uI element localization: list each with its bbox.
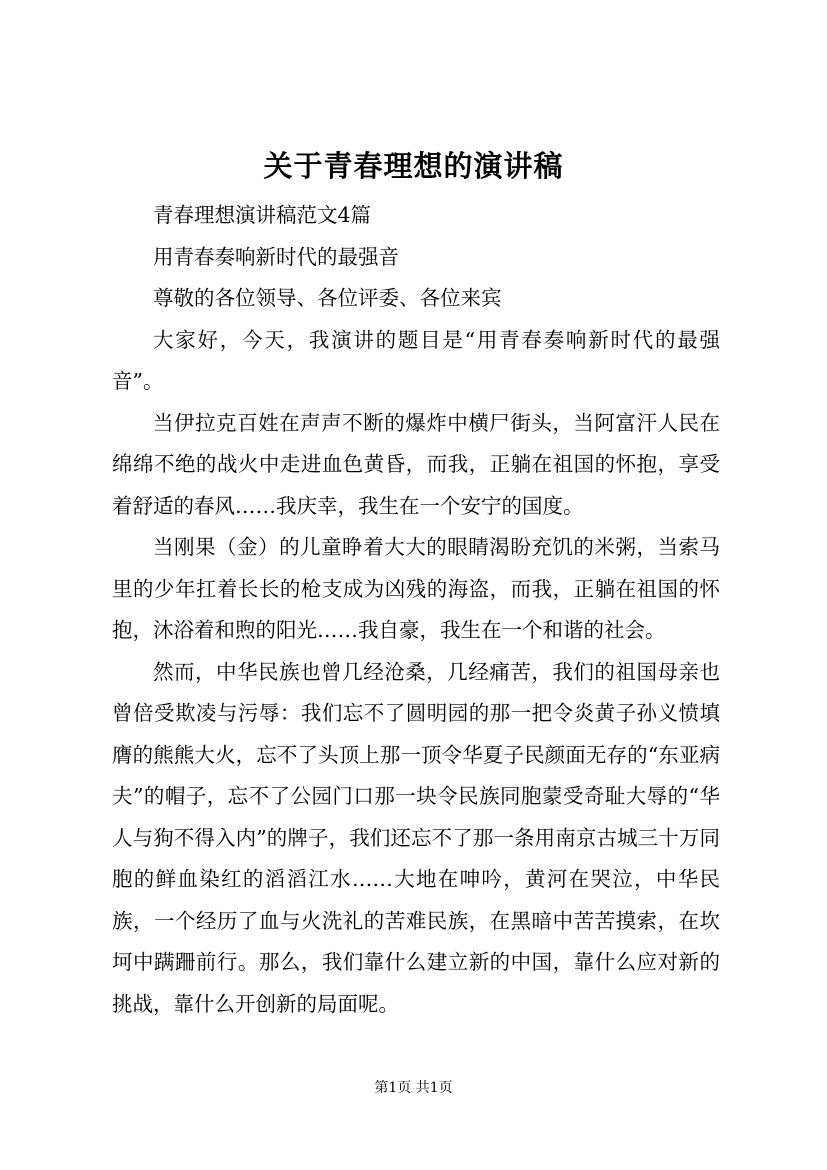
- page-footer: [0, 1078, 827, 1098]
- page-number-label: 第1页 共1页: [374, 1080, 453, 1096]
- document-body: [112, 195, 720, 1025]
- paragraph-body-3: 然而，中华民族也曾几经沧桑，几经痛苦，我们的祖国母亲也曾倍受欺凌与污辱：我们忘不了圆明园的那一把令炎黄子孙义愤填膺的熊熊大火，忘不了头顶上那一顶令华夏子民颜面无存的“东亚病夫”的帽子，忘不了公园门口那一块令民族同胞蒙受奇耻大辱的“华人与狗不得入内”的牌子，我们还忘不了那一条用南京古城三十万同胞的鲜血染红的滔滔江水……大地在呻吟，黄河在哭泣，中华民族，一个经历了血与火洗礼的苦难民族，在黑暗中苦苦摸索，在坎坷中蹒跚前行。那么，我们靠什么建立新的中国，靠什么应对新的挑战，靠什么开创新的局面呢。: [112, 659, 720, 1016]
- paragraph-body-2: 当刚果（金）的儿童睁着大大的眼睛渴盼充饥的米粥，当索马里的少年扛着长长的枪支成为凶残的海盗，而我，正躺在祖国的怀抱，沐浴着和煦的阳光……我自豪，我生在一个和谐的社会。: [112, 535, 720, 642]
- paragraph-subtitle: 青春理想演讲稿范文4篇: [153, 203, 372, 227]
- document-title: 关于青春理想的演讲稿: [263, 149, 564, 183]
- paragraph-salutation: 尊敬的各位领导、各位评委、各位来宾: [153, 286, 502, 310]
- paragraph-speech-title: 用青春奏响新时代的最强音: [153, 244, 399, 269]
- paragraph-greeting: 大家好，今天，我演讲的题目是“用青春奏响新时代的最强音”。: [112, 327, 720, 393]
- paragraph-body-1: 当伊拉克百姓在声声不断的爆炸中横尸街头，当阿富汗人民在绵绵不绝的战火中走进血色黄昏，而我，正躺在祖国的怀抱，享受着舒适的春风……我庆幸，我生在一个安宁的国度。: [112, 410, 720, 518]
